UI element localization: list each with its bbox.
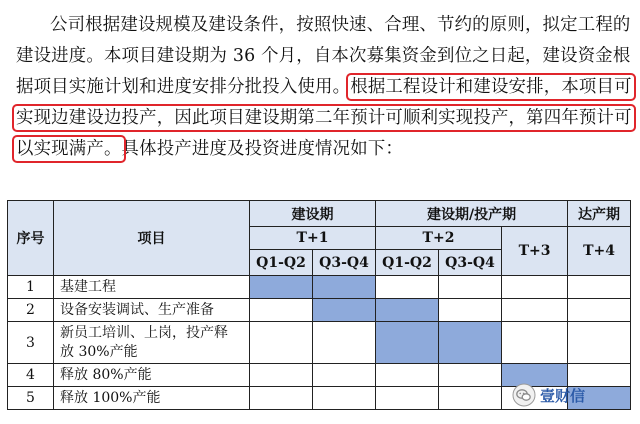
row-seq: 4	[8, 364, 54, 387]
table-row	[8, 299, 631, 322]
schedule-cell	[376, 322, 439, 364]
schedule-cell	[502, 276, 568, 299]
schedule-cell	[376, 299, 439, 322]
header-t1-q34: Q3-Q4	[313, 250, 376, 276]
row-seq: 5	[8, 387, 54, 410]
schedule-cell	[313, 387, 376, 410]
schedule-cell	[313, 299, 376, 322]
row-item: 设备安装调试、生产准备	[54, 299, 250, 322]
schedule-cell	[250, 387, 313, 410]
schedule-table	[7, 200, 631, 410]
header-full-production: 达产期	[568, 201, 631, 227]
header-t3: T+3	[502, 227, 568, 276]
header-construction: 建设期	[250, 201, 376, 227]
schedule-cell	[250, 322, 313, 364]
schedule-cell	[376, 364, 439, 387]
schedule-cell	[568, 276, 631, 299]
schedule-cell	[376, 276, 439, 299]
paragraph-line	[16, 72, 632, 103]
schedule-cell	[439, 387, 502, 410]
paragraph-line: 公司根据建设规模及建设条件，按照快速、合理、节约的原则，拟定工程的	[50, 15, 631, 35]
schedule-cell	[568, 299, 631, 322]
header-seq: 序号	[8, 201, 54, 276]
row-seq: 3	[8, 322, 54, 364]
header-construction-production: 建设期/投产期	[376, 201, 568, 227]
row-item: 释放 80%产能	[54, 364, 250, 387]
schedule-cell	[250, 276, 313, 299]
paragraph-line	[16, 103, 632, 134]
schedule-cell	[439, 299, 502, 322]
schedule-cell	[250, 364, 313, 387]
schedule-cell	[376, 387, 439, 410]
schedule-cell	[313, 322, 376, 364]
header-t2: T+2	[376, 227, 502, 250]
schedule-cell	[502, 322, 568, 364]
header-t2-q12: Q1-Q2	[376, 250, 439, 276]
row-item	[54, 322, 250, 364]
watermark-text: 壹财信	[540, 386, 586, 405]
schedule-cell	[439, 276, 502, 299]
row-item-line: 新员工培训、上岗，投产释	[60, 324, 228, 341]
highlighted-text: 实现边建设边投产，因此项目建设期第二年预计可顺利实现投产，第四年预计可	[16, 108, 632, 128]
row-item: 释放 100%产能	[54, 387, 250, 410]
highlighted-text: 以实现满产。	[16, 139, 122, 159]
paragraph-line	[16, 134, 628, 165]
row-item: 基建工程	[54, 276, 250, 299]
header-t4: T+4	[568, 227, 631, 276]
schedule-cell	[313, 276, 376, 299]
highlighted-text: 根据工程设计和建设安排，本项目可	[350, 77, 632, 97]
paragraph-text: 具体投产进度及投资进度情况如下：	[121, 139, 403, 159]
paragraph-line: 建设进度。本项目建设期为 36 个月，自本次募集资金到位之日起，建设资金根	[16, 46, 631, 66]
schedule-cell	[502, 299, 568, 322]
schedule-cell	[568, 322, 631, 364]
header-t1-q12: Q1-Q2	[250, 250, 313, 276]
table-row	[8, 322, 631, 364]
body-paragraph	[16, 10, 632, 165]
table-row	[8, 276, 631, 299]
header-t1: T+1	[250, 227, 376, 250]
row-seq: 1	[8, 276, 54, 299]
watermark	[512, 380, 585, 410]
schedule-cell	[250, 299, 313, 322]
header-t2-q34: Q3-Q4	[439, 250, 502, 276]
row-seq: 2	[8, 299, 54, 322]
schedule-cell	[439, 364, 502, 387]
paragraph-text: 据项目实施计划和进度安排分批投入使用。	[16, 77, 351, 97]
header-item: 项目	[54, 201, 250, 276]
row-item-line: 放 30%产能	[60, 343, 138, 360]
schedule-cell	[313, 364, 376, 387]
wechat-icon	[512, 383, 536, 407]
schedule-cell	[439, 322, 502, 364]
